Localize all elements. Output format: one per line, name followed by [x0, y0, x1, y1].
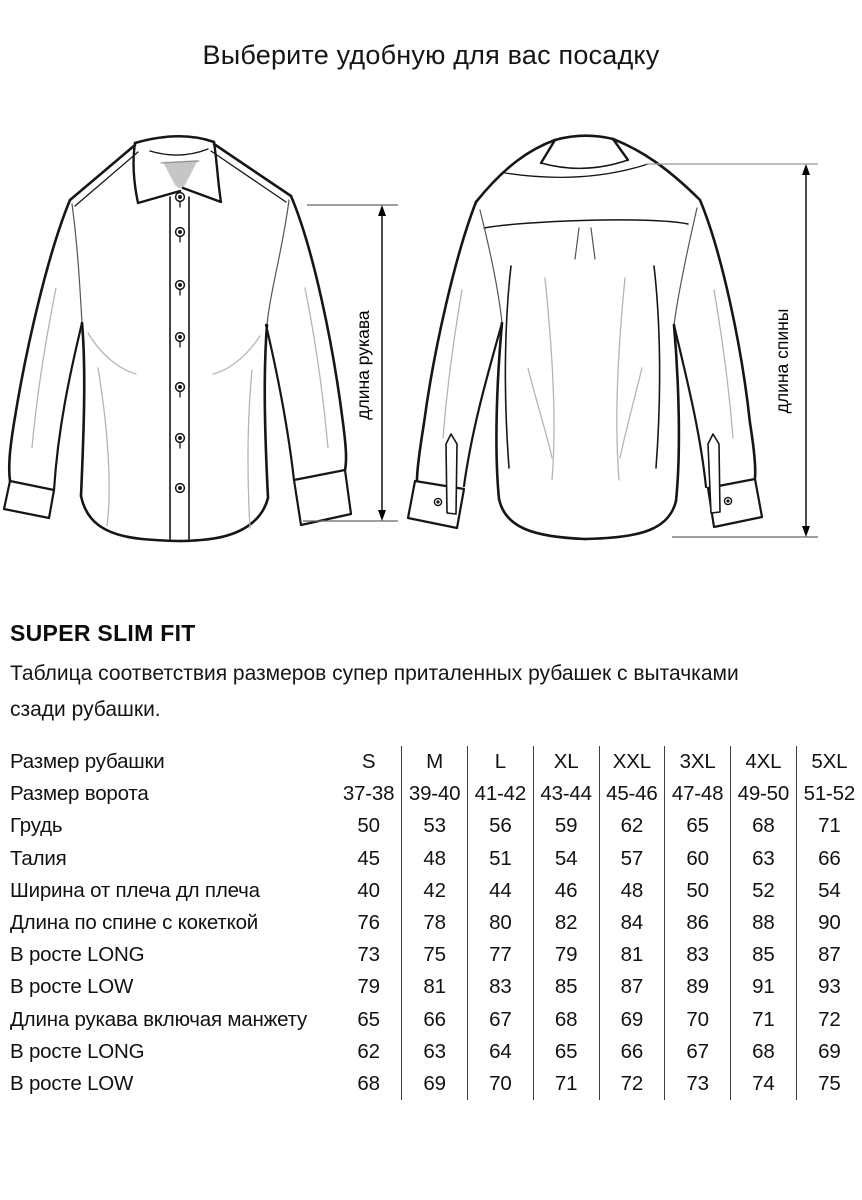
table-cell: 57 — [599, 843, 665, 875]
table-cell: 54 — [796, 875, 862, 907]
row-label: Размер ворота — [10, 782, 149, 806]
table-cell: 60 — [665, 843, 731, 875]
table-cell: 75 — [402, 939, 468, 971]
table-cell: 68 — [731, 810, 797, 842]
table-cell: 45 — [357, 846, 380, 870]
table-row — [0, 971, 862, 1003]
fit-heading: SUPER SLIM FIT — [10, 620, 196, 646]
table-cell: 67 — [468, 1004, 534, 1036]
row-label: Размер рубашки — [10, 750, 165, 774]
table-cell: L — [468, 746, 534, 778]
table-cell: 43-44 — [533, 778, 599, 810]
table-cell: 75 — [796, 1068, 862, 1100]
table-cell: 85 — [533, 971, 599, 1003]
row-label: Длина рукава включая манжету — [10, 1007, 308, 1031]
fit-description-line-1: Таблица соответствия размеров супер приталенных рубашек с вытачками — [10, 662, 739, 685]
table-cell: 66 — [599, 1036, 665, 1068]
table-cell: 72 — [796, 1004, 862, 1036]
table-row — [0, 939, 862, 971]
table-cell: 62 — [599, 810, 665, 842]
table-cell: XL — [533, 746, 599, 778]
table-cell: 81 — [402, 971, 468, 1003]
table-cell: 46 — [533, 875, 599, 907]
table-cell: 44 — [468, 875, 534, 907]
shirt-diagrams — [0, 118, 862, 568]
front-buttons — [176, 193, 185, 493]
table-cell: 65 — [533, 1036, 599, 1068]
row-label: В росте LOW — [10, 1071, 134, 1095]
table-cell: 91 — [731, 971, 797, 1003]
row-label: В росте LONG — [10, 943, 145, 967]
table-row — [0, 810, 862, 842]
back-length-label: длина спины — [772, 308, 792, 414]
table-cell: 48 — [599, 875, 665, 907]
table-cell: 70 — [468, 1068, 534, 1100]
table-cell: 86 — [665, 907, 731, 939]
table-cell: 47-48 — [665, 778, 731, 810]
table-cell: 82 — [533, 907, 599, 939]
table-row — [0, 907, 862, 939]
row-label: В росте LOW — [10, 975, 134, 999]
table-cell: 84 — [599, 907, 665, 939]
table-cell: 5XL — [796, 746, 862, 778]
table-cell: 81 — [599, 939, 665, 971]
table-cell: 73 — [357, 943, 380, 967]
table-cell: 56 — [468, 810, 534, 842]
row-label: В росте LONG — [10, 1039, 145, 1063]
table-cell: 63 — [402, 1036, 468, 1068]
table-cell: 79 — [533, 939, 599, 971]
table-cell: 69 — [599, 1004, 665, 1036]
table-row — [0, 1004, 862, 1036]
table-row — [0, 746, 862, 778]
size-table — [0, 746, 862, 1100]
table-cell: 72 — [599, 1068, 665, 1100]
table-cell: 49-50 — [731, 778, 797, 810]
row-label: Длина по спине с кокеткой — [10, 911, 259, 935]
table-cell: 71 — [731, 1004, 797, 1036]
table-cell: 69 — [796, 1036, 862, 1068]
table-cell: 71 — [796, 810, 862, 842]
table-cell: 59 — [533, 810, 599, 842]
row-label: Ширина от плеча дл плеча — [10, 878, 260, 902]
table-cell: 62 — [357, 1039, 380, 1063]
table-cell: 42 — [402, 875, 468, 907]
table-cell: 68 — [357, 1071, 380, 1095]
table-cell: 53 — [402, 810, 468, 842]
table-cell: S — [361, 750, 376, 774]
table-cell: 74 — [731, 1068, 797, 1100]
table-cell: 48 — [402, 843, 468, 875]
shirt-diagrams-svg — [0, 118, 862, 568]
table-cell: 50 — [357, 814, 380, 838]
table-row — [0, 1036, 862, 1068]
table-cell: 85 — [731, 939, 797, 971]
table-cell: 41-42 — [468, 778, 534, 810]
table-cell: M — [402, 746, 468, 778]
table-cell: 4XL — [731, 746, 797, 778]
table-cell: 51-52 — [796, 778, 862, 810]
table-cell: 63 — [731, 843, 797, 875]
back-shirt-drawing — [408, 136, 762, 539]
fit-description — [10, 656, 840, 728]
table-cell: 87 — [796, 939, 862, 971]
table-cell: 50 — [665, 875, 731, 907]
table-cell: 51 — [468, 843, 534, 875]
table-cell: 73 — [665, 1068, 731, 1100]
table-cell: 54 — [533, 843, 599, 875]
table-cell: 68 — [533, 1004, 599, 1036]
sleeve-length-label: длина рукава — [353, 310, 373, 420]
table-cell: 66 — [796, 843, 862, 875]
table-cell: 78 — [402, 907, 468, 939]
table-cell: 45-46 — [599, 778, 665, 810]
fit-description-line-2: сзади рубашки. — [10, 698, 161, 721]
table-cell: 67 — [665, 1036, 731, 1068]
table-cell: 77 — [468, 939, 534, 971]
table-cell: XXL — [599, 746, 665, 778]
table-cell: 88 — [731, 907, 797, 939]
table-cell: 71 — [533, 1068, 599, 1100]
table-cell: 89 — [665, 971, 731, 1003]
front-shirt-drawing — [4, 136, 351, 541]
table-cell: 68 — [731, 1036, 797, 1068]
table-cell: 39-40 — [402, 778, 468, 810]
table-cell: 70 — [665, 1004, 731, 1036]
table-cell: 64 — [468, 1036, 534, 1068]
table-cell: 79 — [357, 975, 380, 999]
table-cell: 80 — [468, 907, 534, 939]
table-cell: 83 — [468, 971, 534, 1003]
back-length-dimension — [646, 164, 818, 537]
page-title: Выберите удобную для вас посадку — [202, 40, 660, 70]
table-cell: 52 — [731, 875, 797, 907]
table-cell: 76 — [357, 911, 380, 935]
table-cell: 93 — [796, 971, 862, 1003]
size-table-body — [0, 746, 862, 1100]
table-cell: 87 — [599, 971, 665, 1003]
table-row — [0, 1068, 862, 1100]
table-row — [0, 843, 862, 875]
table-cell: 69 — [402, 1068, 468, 1100]
table-cell: 66 — [402, 1004, 468, 1036]
sleeve-length-dimension — [303, 205, 398, 521]
table-cell: 65 — [665, 810, 731, 842]
table-row — [0, 875, 862, 907]
row-label: Талия — [10, 846, 67, 870]
row-label: Грудь — [10, 814, 63, 838]
table-row — [0, 778, 862, 810]
table-cell: 40 — [357, 878, 380, 902]
table-cell: 3XL — [665, 746, 731, 778]
table-cell: 37-38 — [342, 782, 395, 806]
table-cell: 65 — [357, 1007, 380, 1031]
table-cell: 90 — [796, 907, 862, 939]
table-cell: 83 — [665, 939, 731, 971]
